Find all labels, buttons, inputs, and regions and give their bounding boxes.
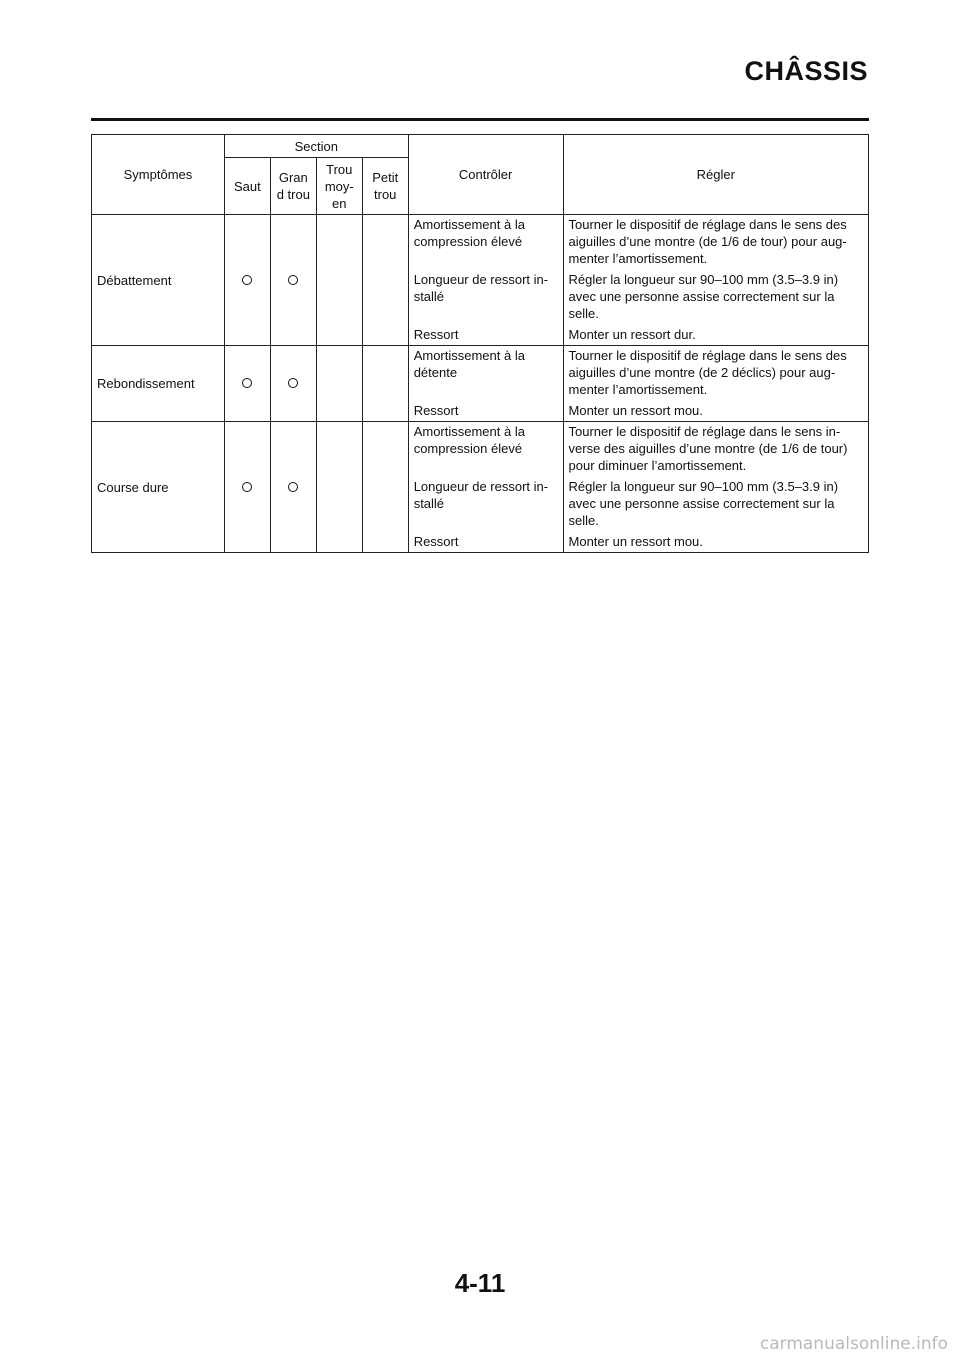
circle-mark-icon (242, 482, 252, 492)
controler-cell (408, 422, 563, 553)
circle-mark-icon (288, 275, 298, 285)
regler-item: Régler la longueur sur 90–100 mm (3.5–3.9 in) avec une personne assise correctement sur la selle. (568, 272, 839, 321)
regler-item: Monter un ressort mou. (568, 534, 703, 549)
regler-cell (563, 422, 868, 553)
controler-item: Longueur de ressort in- stallé (413, 479, 549, 511)
controler-item: Amortissement à la détente (413, 348, 525, 380)
symptom-cell: Débattement (92, 215, 225, 346)
controler-item: Amortissement à la compression élevé (413, 424, 525, 456)
controler-item: Ressort (413, 327, 459, 342)
header-controler: Contrôler (408, 135, 563, 215)
symptom-cell: Rebondissement (92, 346, 225, 422)
page-number: 4-11 (454, 1268, 506, 1298)
controler-item: Amortissement à la compression élevé (413, 217, 525, 249)
header-saut: Saut (224, 158, 270, 215)
regler-item: Tourner le dispositif de réglage dans le sens des aiguilles d’une montre (de 1/6 de tour) pour aug- menter l’amortissement. (568, 217, 847, 266)
header-grand-trou: Gran d trou (270, 158, 316, 215)
section-mark-cell (270, 346, 316, 422)
table-row (92, 215, 869, 346)
controler-item: Ressort (413, 403, 459, 418)
controler-cell (408, 215, 563, 346)
section-mark-cell (270, 422, 316, 553)
section-mark-cell (362, 346, 408, 422)
circle-mark-icon (288, 482, 298, 492)
section-mark-cell (362, 215, 408, 346)
regler-cell (563, 346, 868, 422)
symptom-cell: Course dure (92, 422, 225, 553)
section-mark-cell (224, 215, 270, 346)
header-section: Section (224, 135, 408, 158)
header-regler: Régler (563, 135, 868, 215)
table-row (92, 422, 869, 553)
page-title: CHÂSSIS (744, 56, 868, 86)
regler-item: Régler la longueur sur 90–100 mm (3.5–3.9 in) avec une personne assise correctement sur la selle. (568, 479, 839, 528)
circle-mark-icon (288, 378, 298, 388)
header-rule (91, 118, 869, 121)
regler-item: Monter un ressort mou. (568, 403, 703, 418)
controler-cell (408, 346, 563, 422)
watermark: carmanualsonline.info (759, 1334, 948, 1354)
section-mark-cell (224, 422, 270, 553)
suspension-settings-table (91, 134, 869, 553)
circle-mark-icon (242, 378, 252, 388)
section-mark-cell (316, 215, 362, 346)
section-mark-cell (224, 346, 270, 422)
regler-item: Monter un ressort dur. (568, 327, 696, 342)
section-mark-cell (270, 215, 316, 346)
table-row (92, 346, 869, 422)
header-trou-moyen: Trou moy- en (316, 158, 362, 215)
circle-mark-icon (242, 275, 252, 285)
section-mark-cell (362, 422, 408, 553)
regler-item: Tourner le dispositif de réglage dans le sens in- verse des aiguilles d’une montre (de 1/6 de tour) pour diminuer l’amortissement. (568, 424, 848, 473)
controler-item: Longueur de ressort in- stallé (413, 272, 549, 304)
controler-item: Ressort (413, 534, 459, 549)
regler-item: Tourner le dispositif de réglage dans le sens des aiguilles d’une montre (de 2 déclics) pour aug- menter l’amortissement. (568, 348, 847, 397)
header-symptomes: Symptômes (92, 135, 225, 215)
header-petit-trou: Petit trou (362, 158, 408, 215)
regler-cell (563, 215, 868, 346)
section-mark-cell (316, 346, 362, 422)
section-mark-cell (316, 422, 362, 553)
